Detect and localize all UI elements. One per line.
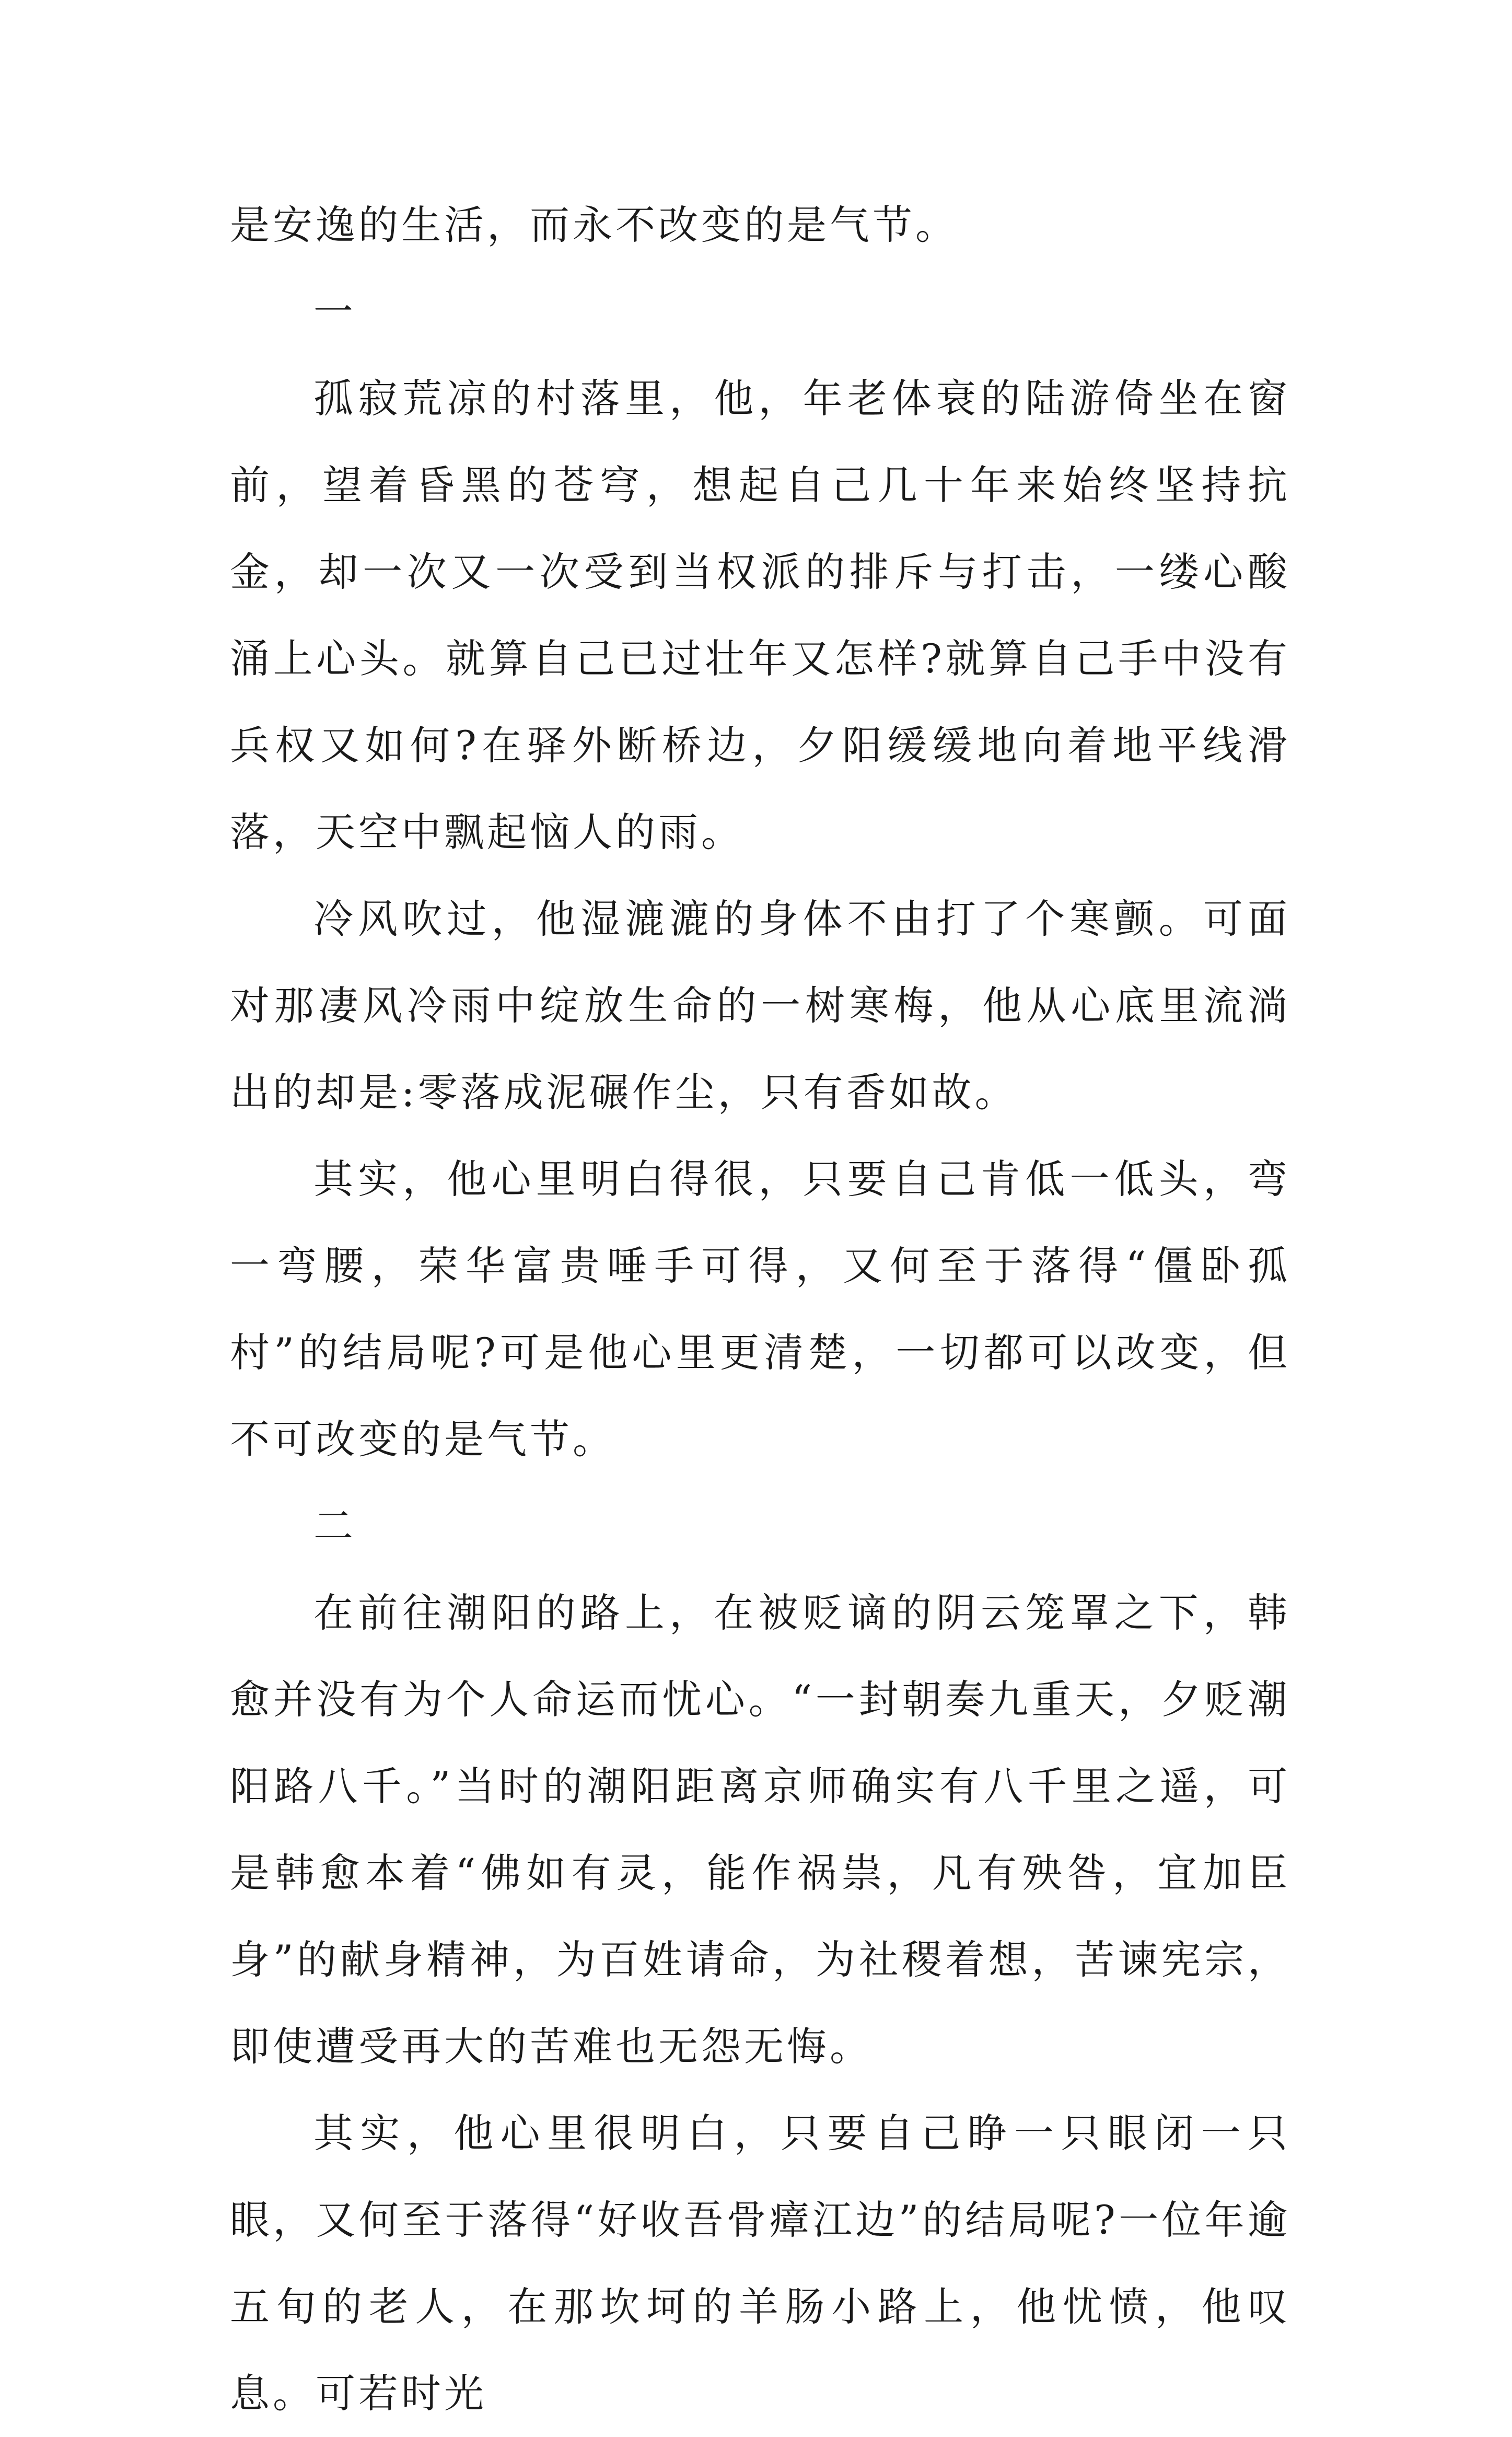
- paragraph-cold-wind: 冷风吹过，他湿漉漉的身体不由打了个寒颤。可面对那凄风冷雨中绽放生命的一树寒梅，他从心底里流淌出的却是:零落成泥碾作尘，只有香如故。: [230, 896, 1290, 1116]
- paragraph-lu-you-village: 孤寂荒凉的村落里，他，年老体衰的陆游倚坐在窗前，望着昏黑的苍穹，想起自己几十年来始终坚持抗金，却一次又一次受到当权派的排斥与打击，一缕心酸涌上心头。就算自己已过壮年又怎样?就算自己手中没有兵权又如何?在驿外断桥边，夕阳缓缓地向着地平线滑落，天空中飘起恼人的雨。: [230, 375, 1290, 855]
- body-text: [230, 182, 1290, 2437]
- section-heading-one: 一: [313, 288, 356, 335]
- paragraph-continuation: 是安逸的生活，而永不改变的是气节。: [230, 202, 958, 248]
- paragraph-han-yu-integrity: 其实，他心里很明白，只要自己睁一只眼闭一只眼，又何至于落得“好收吾骨瘴江边”的结局呢?一位年逾五旬的老人，在那坎坷的羊肠小路上，他忧愤，他叹息。可若时光: [230, 2110, 1290, 2417]
- section-heading-two: 二: [313, 1503, 356, 1549]
- paragraph-han-yu-road: 在前往潮阳的路上，在被贬谪的阴云笼罩之下，韩愈并没有为个人命运而忧心。“一封朝奏九重天，夕贬潮阳路八千。”当时的潮阳距离京师确实有八千里之遥，可是韩愈本着“佛如有灵，能作祸祟，凡有殃咎，宜加臣身”的献身精神，为百姓请命，为社稷着想，苦谏宪宗，即使遭受再大的苦难也无怨无悔。: [230, 1589, 1290, 2070]
- paragraph-lu-you-integrity: 其实，他心里明白得很，只要自己肯低一低头，弯一弯腰，荣华富贵唾手可得，又何至于落得“僵卧孤村”的结局呢?可是他心里更清楚，一切都可以改变，但不可改变的是气节。: [230, 1156, 1290, 1463]
